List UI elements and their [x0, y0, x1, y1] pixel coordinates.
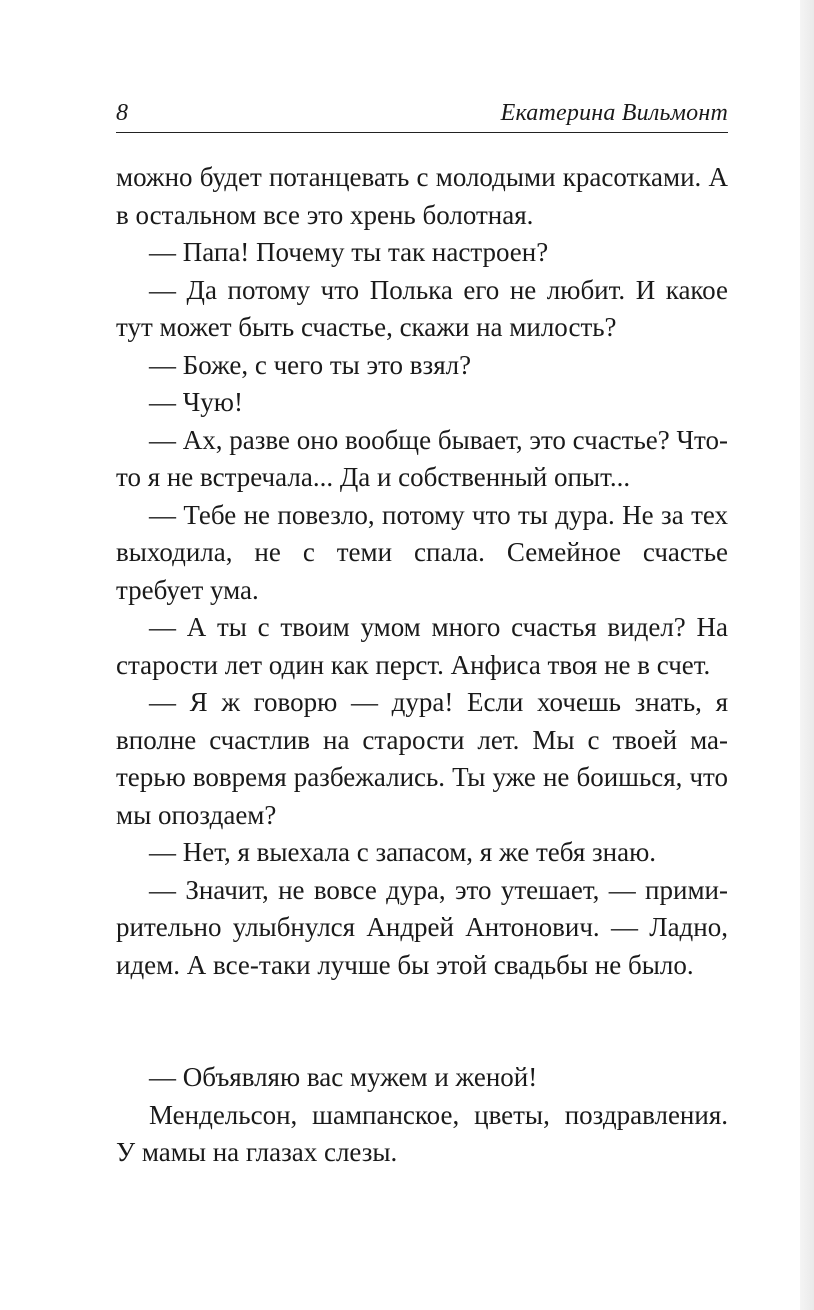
paragraph-narration: Мендельсон, шампанское, цветы, поздравления. У мамы на глазах слезы.: [116, 1099, 728, 1167]
body-text: [116, 159, 728, 1172]
page-number: 8: [116, 100, 128, 126]
running-head-author: Екатерина Вильмонт: [500, 100, 728, 126]
paragraph-dialogue: — А ты с твоим умом много счастья видел? На старости лет один как перст. Анфиса твоя не в счет.: [116, 612, 728, 680]
paragraph-dialogue: — Тебе не повезло, потому что ты дура. Не за тех выходила, не с теми спала. Семейное счастье требует ума.: [116, 499, 728, 605]
paragraph-dialogue: — Папа! Почему ты так настроен?: [149, 237, 549, 267]
paragraph-dialogue: — Боже, с чего ты это взял?: [149, 349, 472, 380]
paragraph-dialogue: — Чую!: [149, 387, 243, 417]
paragraph-dialogue: — Ах, разве оно вообще бывает, это счастье? Что-то я не встречала... Да и собственный опыт...: [116, 424, 728, 492]
paragraph-continued: можно будет потанцевать с молодыми красотками. А в остальном все это хрень болотная.: [116, 162, 728, 230]
paragraph-dialogue: — Объявляю вас мужем и женой!: [149, 1062, 538, 1092]
paragraph-dialogue: — Значит, не вовсе дура, это утешает, — примирительно улыбнулся Андрей Антонович. — Ладно, идем. А все-таки лучше бы этой свадьбы не было.: [116, 874, 728, 980]
scene-break: [116, 984, 728, 1059]
paragraph-dialogue: — Да потому что Полька его не любит. И какое тут может быть счастье, скажи на милость?: [116, 274, 728, 342]
page-edge: [800, 0, 814, 1310]
paragraph-dialogue: — Я ж говорю — дура! Если хочешь знать, я вполне счастлив на старости лет. Мы с твоей матерью вовремя разбежались. Ты уже не боишься, что мы опоздаем?: [116, 687, 728, 830]
running-header: [116, 96, 728, 133]
paragraph-dialogue: — Нет, я выехала с запасом, я же тебя знаю.: [149, 837, 657, 867]
